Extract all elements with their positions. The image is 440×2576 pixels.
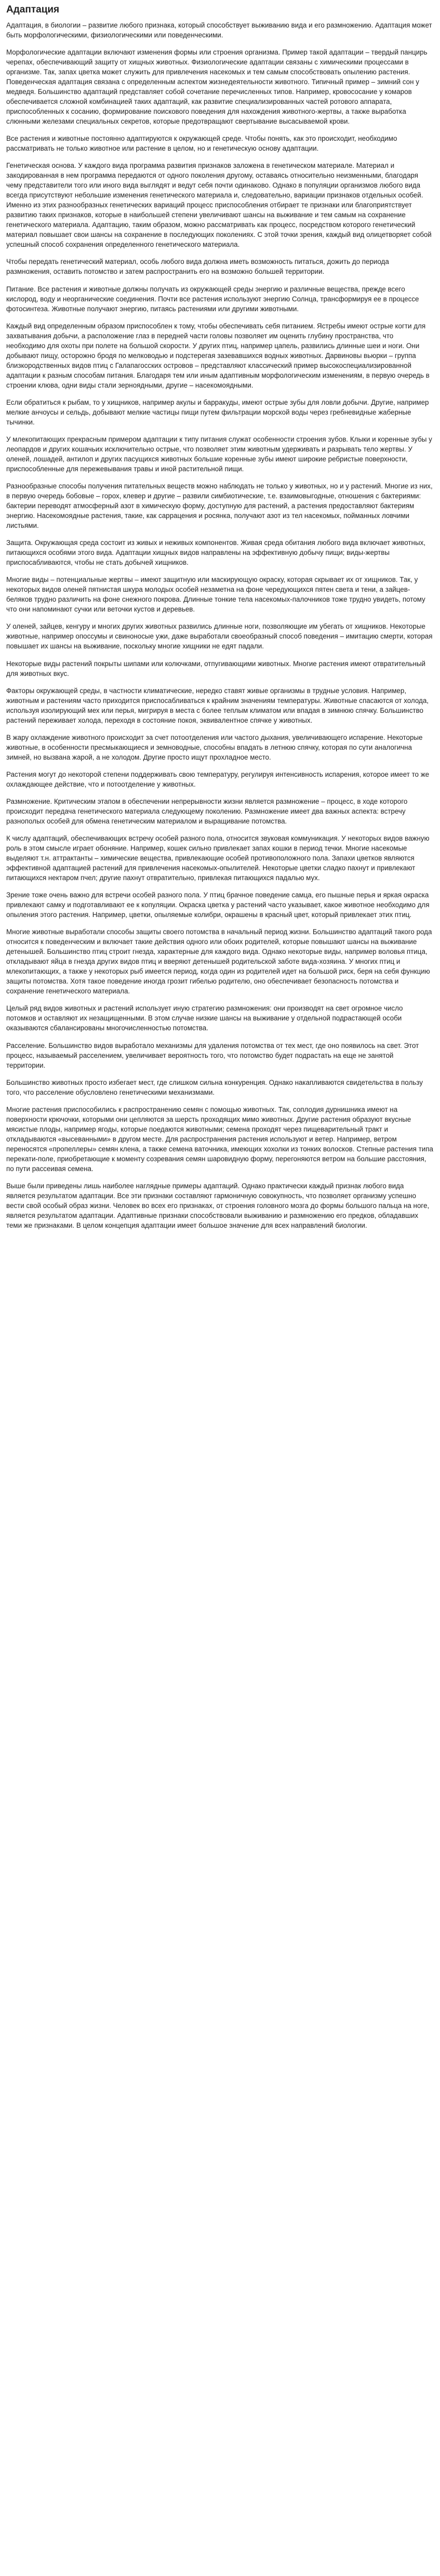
paragraph: У млекопитающих прекрасным примером адаптации к типу питания служат особенности строения зубов. Клыки и коренные зубы у леопардов и других кошачьих исключительно острые, что позволяет этим животным удерживать и разрывать тело жертвы. У оленей, лошадей, антилоп и других пасущихся животных большие коренные зубы имеют широкие ребристые поверхности, приспособленные для пережевывания травы и иной растительной пищи. [6, 435, 432, 473]
paragraph: Выше были приведены лишь наиболее наглядные примеры адаптаций. Однако практически каждый признак любого вида является результатом адаптации. Все эти признаки составляют гармоничную совокупность, что позволяет организму успешно вести свой особый образ жизни. Человек во всех его признаках, от строения головного мозга до формы большого пальца на ноге, является результатом адаптации. Адаптивные признаки способствовали выживанию и размножению его предков, обладавших теми же признаками. В целом концепция адаптации имеет большое значение для всех направлений биологии. [6, 1181, 430, 1230]
paragraph: Если обратиться к рыбам, то у хищников, например акулы и барракуды, имеют острые зубы для ловли добычи. Другие, например мелкие анчоусы и сельдь, добывают мелкие частицы пищи путем фильтрации морской воды через гребневидные жаберные тычинки. [6, 398, 429, 426]
paragraph: К числу адаптаций, обеспечивающих встречу особей разного пола, относится звуковая коммуникация. У некоторых видов важную роль в этом смысле играет обоняние. Например, кошек сильно привлекает запах кошки в период течки. Многие насекомые выделяют т.н. аттрактанты – химические вещества, привлекающие особей противоположного пола. Запахи цветков являются эффективной адаптацией растений для привлечения насекомых-опылителей. Некоторые цветки сладко пахнут и привлекают питающихся нектаром пчел; другие пахнут отвратительно, привлекая питающихся падалью мух. [6, 834, 430, 882]
paragraph: Растения могут до некоторой степени поддерживать свою температуру, регулируя интенсивность испарения, которое имеет то же охлаждающее действие, что и потоотделение у животных. [6, 770, 430, 788]
paragraph: Каждый вид определенным образом приспособлен к тому, чтобы обеспечивать себя питанием. Ястребы имеют острые когти для захватывания добычи, а расположение глаз в передней части головы позволяет им оценить глубину пространства, что необходимо для охоты при полете на большой скорости. У других птиц, например цапель, развились длинные шеи и ноги. Они добывают пищу, осторожно бродя по мелководью и подстерегая зазевавшихся водных животных. Дарвиновы вьюрки – группа близкородственных видов птиц с Галапагосских островов – представляют классический пример высокоспециализированной адаптации к разным способам питания. Благодаря тем или иным адаптивным морфологическим изменениям, в первую очередь в строении клюва, одни виды стали зерноядными, другие – насекомоядными. [6, 322, 430, 389]
paragraph: Зрение тоже очень важно для встречи особей разного пола. У птиц брачное поведение самца, его пышные перья и яркая окраска привлекают самку и подготавливают ее к копуляции. Окраска цветка у растений часто указывает, какое животное необходимо для опыления этого растения. Например, цветки, опыляемые колибри, окрашены в красный цвет, который привлекает этих птиц. [6, 891, 430, 919]
paragraph: Многие животные выработали способы защиты своего потомства в начальный период жизни. Большинство адаптаций такого рода относится к поведенческим и включает такие действия одного или обоих родителей, которые повышают шансы на выживание детенышей. Большинство птиц строит гнезда, характерные для каждого вида. Однако некоторые виды, например воловья птица, откладывают яйца в гнезда других видов птиц и вверяют детенышей родительской заботе вида-хозяина. У многих птиц и млекопитающих, а также у некоторых рыб имеется период, когда один из родителей идет на большой риск, беря на себя функцию защиты потомства. Хотя такое поведение иногда грозит гибелью родителю, оно обеспечивает безопасность потомства и сохранение генетического материала. [6, 928, 432, 995]
paragraph: Размножение. Критическим этапом в обеспечении непрерывности жизни является размножение – процесс, в ходе которого происходит передача генетического материала следующему поколению. Размножение имеет два важных аспекта: встречу разнополых особей для обмена генетическим материалом и выращивание потомства. [6, 797, 408, 825]
paragraph: Защита. Окружающая среда состоит из живых и неживых компонентов. Живая среда обитания любого вида включает животных, питающихся особями этого вида. Адаптации хищных видов направлены на эффективную добычу пищи; виды-жертвы приспосабливаются, чтобы не стать добычей хищников. [6, 539, 425, 567]
paragraph: Факторы окружающей среды, в частности климатические, нередко ставят живые организмы в трудные условия. Например, животным и растениям часто приходится приспосабливаться к крайним значениям температуры. Животные спасаются от холода, используя изолирующий мех или перья, мигрируя в места с более теплым климатом или впадая в зимнюю спячку. Большинство растений переживает холода, переходя в состояние покоя, эквивалентное спячке у животных. [6, 686, 429, 724]
paragraph: Целый ряд видов животных и растений использует иную стратегию размножения: они производят на свет огромное число потомков и оставляют их незащищенными. В этом случае низкие шансы на выживание у отдельной подрастающей особи оказываются сбалансированы многочисленностью потомства. [6, 1004, 403, 1032]
paragraph: В жару охлаждение животного происходит за счет потоотделения или частого дыхания, увеличивающего испарение. Некоторые животные, в особенности пресмыкающиеся и земноводные, способны впадать в летнюю спячку, которая по сути аналогична зимней, но вызвана жарой, а не холодом. Другие просто ищут прохладное место. [6, 733, 423, 761]
paragraph: Многие виды – потенциальные жертвы – имеют защитную или маскирующую окраску, которая скрывает их от хищников. Так, у некоторых видов оленей пятнистая шкура молодых особей незаметна на фоне чередующихся пятен света и тени, а зайцев-беляков трудно различить на фоне снежного покрова. Длинные тонкие тела насекомых-палочников тоже трудно увидеть, потому что они напоминают сучки или веточки кустов и деревьев. [6, 576, 425, 614]
paragraph: Адаптация, в биологии – развитие любого признака, который способствует выживанию вида и его размножению. Адаптация может быть морфологическими, физиологическими или поведенческими. [6, 21, 432, 39]
paragraph: Некоторые виды растений покрыты шипами или колючками, отпугивающими животных. Многие растения имеют отвратительный для животных вкус. [6, 659, 425, 678]
paragraph: Морфологические адаптации включают изменения формы или строения организма. Пример такой адаптации – твердый панцирь черепах, обеспечивающий защиту от хищных животных. Физиологические адаптации связаны с химическими процессами в организме. Так, запах цветка может служить для привлечения насекомых и тем самым способствовать опылению растения. Поведенческая адаптация связана с определенным аспектом жизнедеятельности животного. Типичный пример – зимний сон у медведя. Большинство адаптаций представляет собой сочетание перечисленных типов. Например, кровососание у комаров обеспечивается сложной комбинацией таких адаптаций, как развитие специализированных частей ротового аппарата, приспособленных к сосанию, формирование поискового поведения для нахождения животного-жертвы, а также выработка слюнными железами специальных секретов, которые предотвращают свертывание высасываемой крови. [6, 48, 428, 126]
paragraph: Все растения и животные постоянно адаптируются к окружающей среде. Чтобы понять, как это происходит, необходимо рассматривать не только животное или растение в целом, но и генетическую основу адаптации. [6, 135, 397, 153]
paragraph: Большинство животных просто избегает мест, где слишком сильна конкуренция. Однако накапливаются свидетельства в пользу того, что расселение обусловлено генетическими механизмами. [6, 1078, 423, 1096]
paragraph: Питание. Все растения и животные должны получать из окружающей среды энергию и различные вещества, прежде всего кислород, воду и неорганические соединения. Почти все растения используют энергию Солнца, трансформируя ее в процессе фотосинтеза. Животные получают энергию, питаясь растениями или другими животными. [6, 285, 419, 313]
document-title: Адаптация [6, 4, 60, 15]
paragraph: У оленей, зайцев, кенгуру и многих других животных развились длинные ноги, позволяющие им убегать от хищников. Некоторые животные, например опоссумы и свиноносые ужи, даже выработали своеобразный способ поведения – имитацию смерти, которая повышает их шансы на выживание, поскольку многие хищники не едят падали. [6, 622, 433, 650]
paragraph: Расселение. Большинство видов выработало механизмы для удаления потомства от тех мест, где оно появилось на свет. Этот процесс, называемый расселением, увеличивает вероятность того, что потомство будет подрастать на еще не занятой территории. [6, 1041, 419, 1069]
document-body [6, 20, 434, 1230]
paragraph: Многие растения приспособились к распространению семян с помощью животных. Так, соплодия дурнишника имеют на поверхности крючочки, которыми они цепляются за шерсть проходящих мимо животных. Другие растения образуют вкусные мясистые плоды, например ягоды, которые поедаются животными; семена проходят через пищеварительный тракт и откладываются «высеванными» в другом месте. Для распространения растения используют и ветер. Например, ветром переносятся «пропеллеры» семян клена, а также семена ваточника, имеющих хохолки из тонких волосков. Степные растения типа перекати-поле, приобретающие к моменту созревания семян шаровидную форму, перегоняются ветром на большие расстояния, по пути рассеивая семена. [6, 1105, 433, 1173]
paragraph: Генетическая основа. У каждого вида программа развития признаков заложена в генетическом материале. Материал и закодированная в нем программа передаются от одного поколения другому, оставаясь относительно неизменными, благодаря чему представители того или иного вида выглядят и ведут себя почти одинаково. Однако в популяции организмов любого вида всегда присутствуют небольшие изменения генетического материала и, следовательно, вариации признаков отдельных особей. Именно из этих разнообразных генетических вариаций процесс приспособления отбирает те признаки или благоприятствует развитию таких признаков, которые в наибольшей степени увеличивают шансы на выживание и тем самым на сохранение генетического материала. Адаптацию, таким образом, можно рассматривать как процесс, посредством которого генетический материал повышает свои шансы на сохранение в последующих поколениях. С этой точки зрения, каждый вид олицетворяет собой успешный способ сохранения определенного генетического материала. [6, 162, 432, 249]
paragraph: Разнообразные способы получения питательных веществ можно наблюдать не только у животных, но и у растений. Многие из них, в первую очередь бобовые – горох, клевер и другие – развили симбиотические, т.е. взаимовыгодные, отношения с бактериями: бактерии переводят атмосферный азот в химическую форму, доступную для растений, а растения предоставляют бактериям энергию. Насекомоядные растения, такие, как саррацения и росянка, получают азот из тел насекомых, пойманных ловчими листьями. [6, 482, 433, 530]
paragraph: Чтобы передать генетический материал, особь любого вида должна иметь возможность питаться, дожить до периода размножения, оставить потомство и затем распространить его на возможно большей территории. [6, 258, 389, 276]
